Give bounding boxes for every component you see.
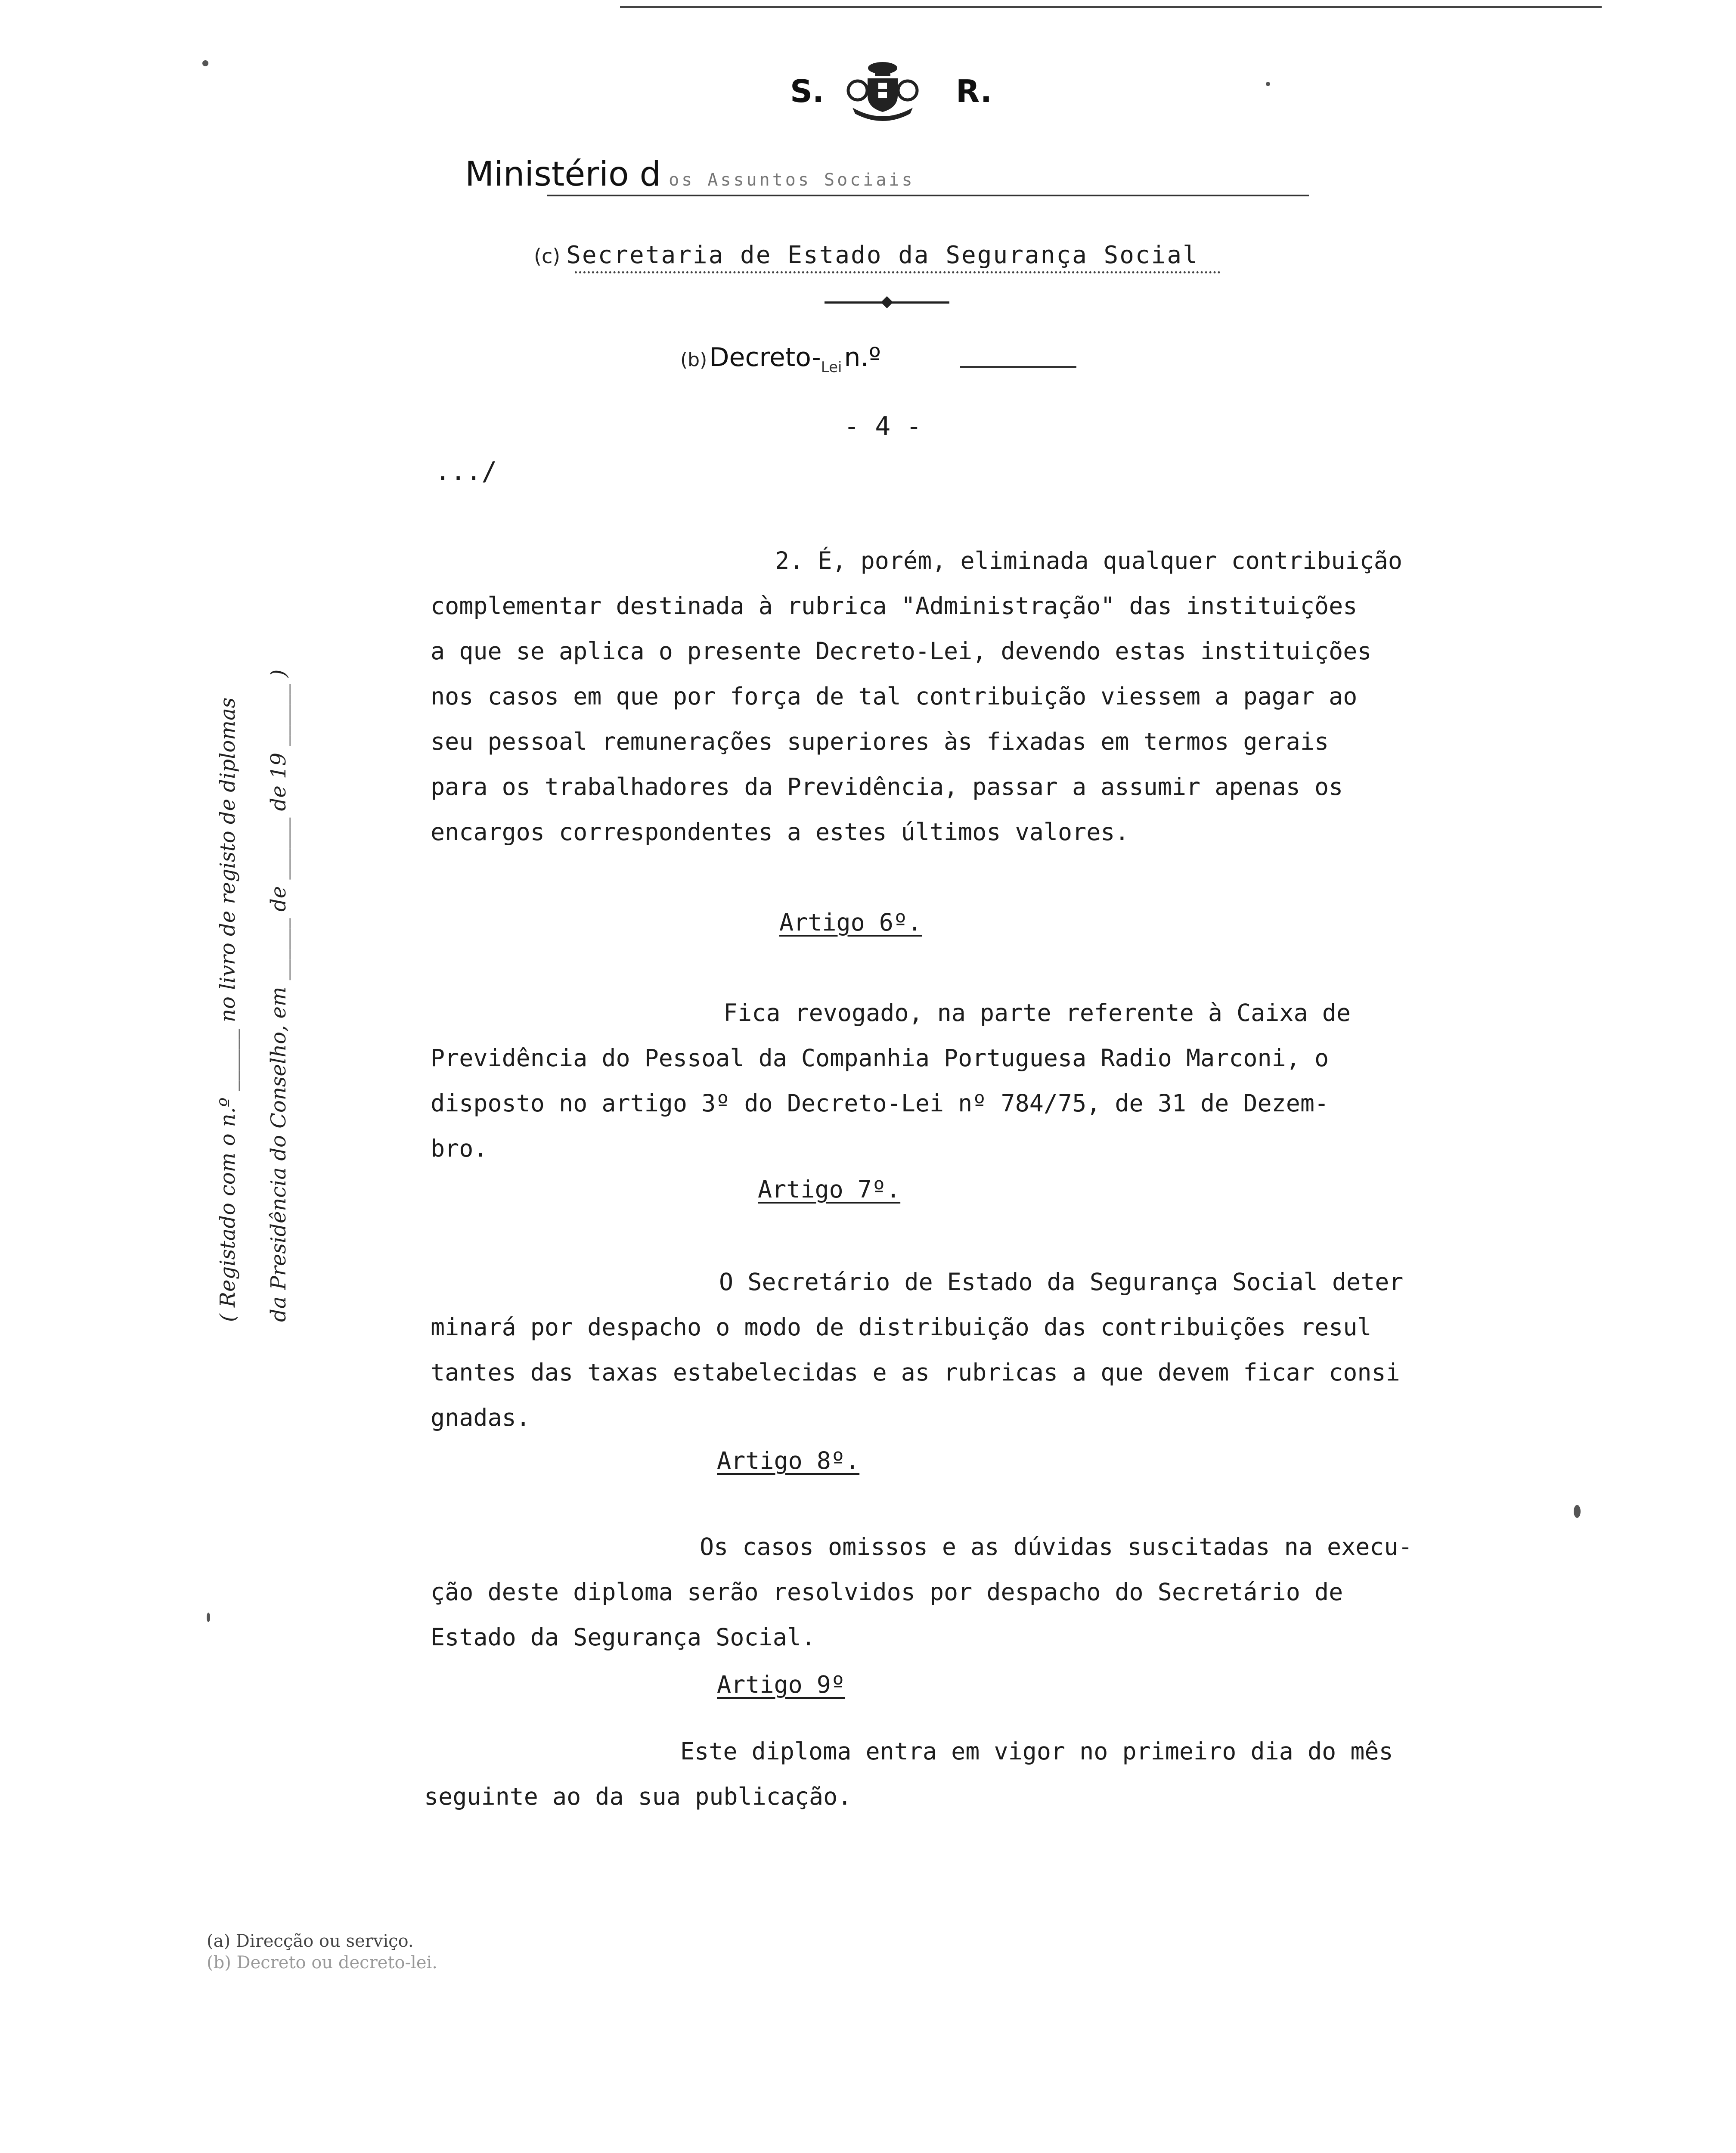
artigo-8-line: Os casos omissos e as dúvidas suscitadas na execu- [700,1533,1413,1560]
paragraph-line: nos casos em que por força de tal contribuição viessem a pagar ao [431,683,1358,710]
ministry-underline [547,195,1309,196]
artigo-6-heading: Artigo 6º. [779,909,922,936]
register-note-line: da Presidência do Conselho, em ______ de ______ de 19 ______ ) [267,669,291,1322]
decreto-mark: (b) [680,349,707,371]
ministry-value: os Assuntos Sociais [669,170,915,190]
artigo-8-line: Estado da Segurança Social. [431,1623,816,1651]
decreto-sub: Lei [821,359,842,376]
scan-speck [1266,82,1270,86]
register-margin-note [202,504,306,1322]
footnote-b: (b) Decreto ou decreto-lei. [207,1953,438,1973]
paragraph-line: para os trabalhadores da Previdência, passar a assumir apenas os [431,773,1343,800]
artigo-7-heading: Artigo 7º. [758,1176,901,1203]
top-rule [620,6,1602,8]
paragraph-line: encargos correspondentes a estes últimos valores. [431,818,1129,846]
decreto-label: Decreto- [709,342,821,372]
scan-speck [207,1613,210,1622]
scan-speck [1574,1505,1581,1518]
header-left-letter: S. [790,73,825,109]
header-right-letter: R. [956,73,992,109]
artigo-6-line: disposto no artigo 3º do Decreto-Lei nº 784/75, de 31 de Dezem- [431,1089,1329,1117]
register-note-line: ( Registado com o n.º ______ no livro de registo de diplomas [216,697,240,1322]
artigo-9-line: Este diploma entra em vigor no primeiro dia do mês [680,1737,1393,1765]
artigo-6-line: Fica revogado, na parte referente à Caixa de [723,999,1351,1027]
secretaria-value: Secretaria de Estado da Segurança Social [566,241,1199,269]
paragraph-line: seu pessoal remunerações superiores às fixadas em termos gerais [431,728,1329,755]
decreto-number-blank [960,366,1076,368]
artigo-7-line: tantes das taxas estabelecidas e as rubricas a que devem ficar consi [431,1359,1400,1386]
scan-speck [202,60,208,66]
artigo-8-heading: Artigo 8º. [717,1447,860,1474]
paragraph-line: complementar destinada à rubrica "Administração" das instituições [431,592,1358,620]
ministry-label: Ministério d [465,155,661,194]
artigo-7-line: gnadas. [431,1404,530,1431]
artigo-8-line: ção deste diploma serão resolvidos por despacho do Secretário de [431,1578,1343,1606]
artigo-9-heading: Artigo 9º [717,1671,846,1698]
ministry-line [465,155,1309,194]
paragraph-line: a que se aplica o presente Decreto-Lei, devendo estas instituições [431,637,1372,665]
continuation-mark: .../ [435,456,497,487]
artigo-6-line: bro. [431,1135,488,1162]
artigo-7-line: O Secretário de Estado da Segurança Social deter [719,1268,1404,1296]
decreto-number-label: n.º [844,342,881,372]
page-number: - 4 - [844,411,922,441]
artigo-6-line: Previdência do Pessoal da Companhia Portuguesa Radio Marconi, o [431,1044,1329,1072]
paragraph-line: 2. É, porém, eliminada qualquer contribuição [775,547,1402,574]
secretaria-line [534,241,1199,269]
secretaria-mark: (c) [534,245,561,268]
artigo-9-line: seguinte ao da sua publicação. [424,1783,852,1810]
coat-of-arms-icon [844,56,921,125]
footnote-a: (a) Direcção ou serviço. [207,1931,414,1951]
secretaria-dotted-line [575,271,1221,273]
artigo-7-line: minará por despacho o modo de distribuição das contribuições resul [431,1313,1372,1341]
decreto-line [680,342,881,376]
diamond-ornament-icon [881,296,893,308]
